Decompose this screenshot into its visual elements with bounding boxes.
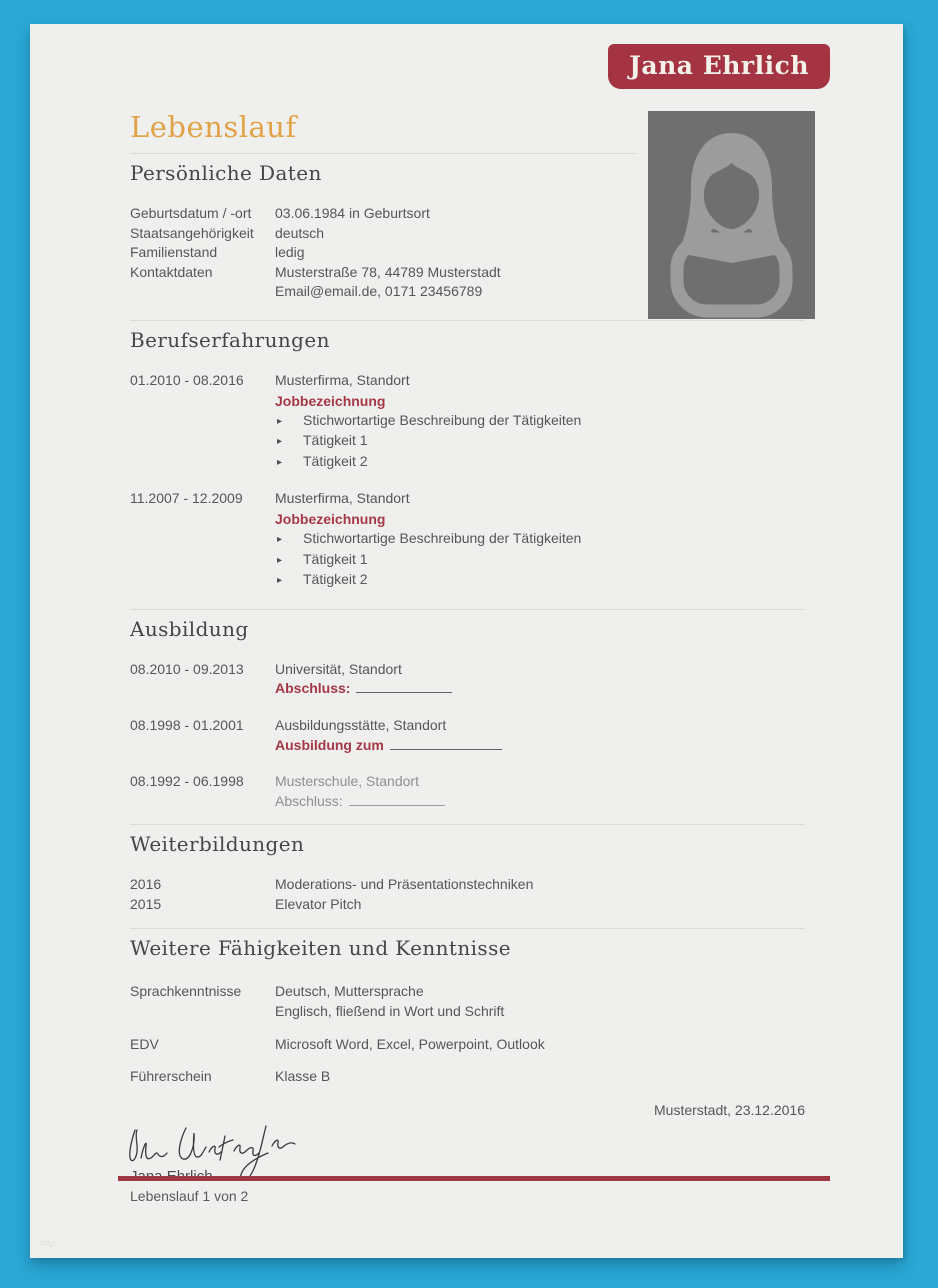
section-divider bbox=[130, 320, 805, 321]
name-badge: Jana Ehrlich bbox=[608, 44, 830, 89]
entry-body bbox=[275, 716, 805, 755]
page-title: Lebenslauf bbox=[130, 110, 297, 144]
list-item bbox=[275, 550, 805, 571]
footer-accent-line bbox=[118, 1176, 830, 1181]
table-row bbox=[130, 895, 805, 915]
photo-placeholder bbox=[648, 111, 815, 319]
entry-body bbox=[275, 772, 805, 811]
row-value: ledig bbox=[275, 244, 305, 261]
row-value: Microsoft Word, Excel, Powerpoint, Outlook bbox=[275, 1035, 545, 1052]
value-line: Englisch, fließend in Wort und Schrift bbox=[275, 1003, 505, 1020]
entry-role: Jobbezeichnung bbox=[275, 392, 386, 409]
row-label: EDV bbox=[130, 1035, 159, 1052]
row-value: 03.06.1984 in Geburtsort bbox=[275, 205, 430, 221]
row-value: Klasse B bbox=[275, 1068, 331, 1085]
education-entry bbox=[130, 772, 805, 811]
fill-in-blank bbox=[390, 737, 502, 750]
section-heading-training: Weiterbildungen bbox=[130, 832, 305, 857]
entry-period: 08.1992 - 06.1998 bbox=[130, 773, 244, 790]
entry-period: 08.2010 - 09.2013 bbox=[130, 660, 244, 677]
entry-period: 11.2007 - 12.2009 bbox=[130, 490, 243, 507]
row-label: Geburtsdatum / -ort bbox=[130, 205, 252, 221]
row-label: 2016 bbox=[130, 876, 162, 893]
section-heading-experience: Berufserfahrungen bbox=[130, 327, 330, 352]
bullet-text: Tätigkeit 1 bbox=[303, 550, 368, 567]
entry-org: Musterschule, Standort bbox=[275, 773, 419, 790]
fill-in-blank bbox=[349, 793, 445, 806]
list-item bbox=[275, 529, 805, 550]
entry-body bbox=[275, 489, 805, 590]
section-divider bbox=[130, 928, 805, 929]
row-label: Kontaktdaten bbox=[130, 263, 213, 280]
table-row bbox=[130, 1067, 805, 1087]
row-value: Elevator Pitch bbox=[275, 895, 362, 912]
section-heading-education: Ausbildung bbox=[130, 616, 249, 641]
bullet-triangle-icon: ▸ bbox=[277, 533, 283, 545]
experience-entry bbox=[130, 371, 805, 472]
degree-line bbox=[275, 679, 805, 699]
bullet-text: Stichwortartige Beschreibung der Tätigkeiten bbox=[303, 529, 582, 546]
bullet-triangle-icon: ▸ bbox=[277, 436, 283, 448]
entry-body bbox=[275, 660, 805, 699]
row-label: Staatsangehörigkeit bbox=[130, 224, 254, 241]
row-label bbox=[130, 282, 275, 302]
row-value: deutsch bbox=[275, 224, 325, 241]
row-label: Sprachkenntnisse bbox=[130, 983, 242, 1000]
degree-line bbox=[275, 736, 805, 756]
bullet-text: Tätigkeit 2 bbox=[303, 571, 368, 588]
entry-role: Jobbezeichnung bbox=[275, 510, 386, 527]
entry-period: 01.2010 - 08.2016 bbox=[130, 371, 244, 388]
watermark-text: http bbox=[40, 1238, 56, 1248]
list-item bbox=[275, 452, 805, 473]
entry-org: Musterfirma, Standort bbox=[275, 371, 410, 388]
degree-label: Abschluss: bbox=[275, 680, 351, 697]
table-row bbox=[130, 875, 805, 895]
education-entry bbox=[130, 716, 805, 755]
section-heading-skills: Weitere Fähigkeiten und Kenntnisse bbox=[130, 936, 511, 961]
person-silhouette-icon bbox=[648, 111, 815, 319]
experience-entry bbox=[130, 489, 805, 590]
list-item bbox=[275, 411, 805, 432]
row-value: Musterstraße 78, 44789 Musterstadt bbox=[275, 263, 501, 280]
resume-page bbox=[30, 24, 903, 1258]
row-label: 2015 bbox=[130, 895, 162, 912]
degree-label: Ausbildung zum bbox=[275, 736, 384, 753]
value-line: Deutsch, Muttersprache bbox=[275, 983, 424, 1000]
table-row bbox=[130, 1035, 805, 1055]
fill-in-blank bbox=[356, 680, 452, 693]
bullet-text: Tätigkeit 2 bbox=[303, 452, 368, 469]
bullet-triangle-icon: ▸ bbox=[277, 575, 283, 587]
bullet-text: Stichwortartige Beschreibung der Tätigkeiten bbox=[303, 411, 582, 428]
list-item bbox=[275, 431, 805, 452]
page-number-label: Lebenslauf 1 von 2 bbox=[130, 1188, 249, 1204]
bullet-text: Tätigkeit 1 bbox=[303, 432, 368, 449]
entry-period: 08.1998 - 01.2001 bbox=[130, 716, 244, 733]
section-divider bbox=[130, 609, 805, 610]
entry-org: Universität, Standort bbox=[275, 660, 402, 677]
section-divider bbox=[130, 824, 805, 825]
entry-org: Ausbildungsstätte, Standort bbox=[275, 716, 447, 733]
row-label: Führerschein bbox=[130, 1068, 212, 1085]
table-row bbox=[130, 982, 805, 1021]
degree-label: Abschluss: bbox=[275, 792, 343, 809]
row-value: Email@email.de, 0171 23456789 bbox=[275, 283, 483, 300]
page-footer bbox=[118, 1176, 830, 1204]
education-entry bbox=[130, 660, 805, 699]
bullet-triangle-icon: ▸ bbox=[277, 456, 283, 468]
row-value: Moderations- und Präsentationstechniken bbox=[275, 876, 534, 893]
section-heading-personal: Persönliche Daten bbox=[130, 161, 322, 185]
entry-org: Musterfirma, Standort bbox=[275, 490, 410, 507]
row-label: Familienstand bbox=[130, 244, 218, 261]
bullet-triangle-icon: ▸ bbox=[277, 415, 283, 427]
list-item bbox=[275, 570, 805, 591]
title-divider bbox=[130, 153, 637, 154]
degree-line bbox=[275, 792, 805, 812]
entry-body bbox=[275, 371, 805, 472]
bullet-triangle-icon: ▸ bbox=[277, 554, 283, 566]
row-value bbox=[275, 982, 805, 1021]
place-date: Musterstadt, 23.12.2016 bbox=[654, 1101, 805, 1118]
